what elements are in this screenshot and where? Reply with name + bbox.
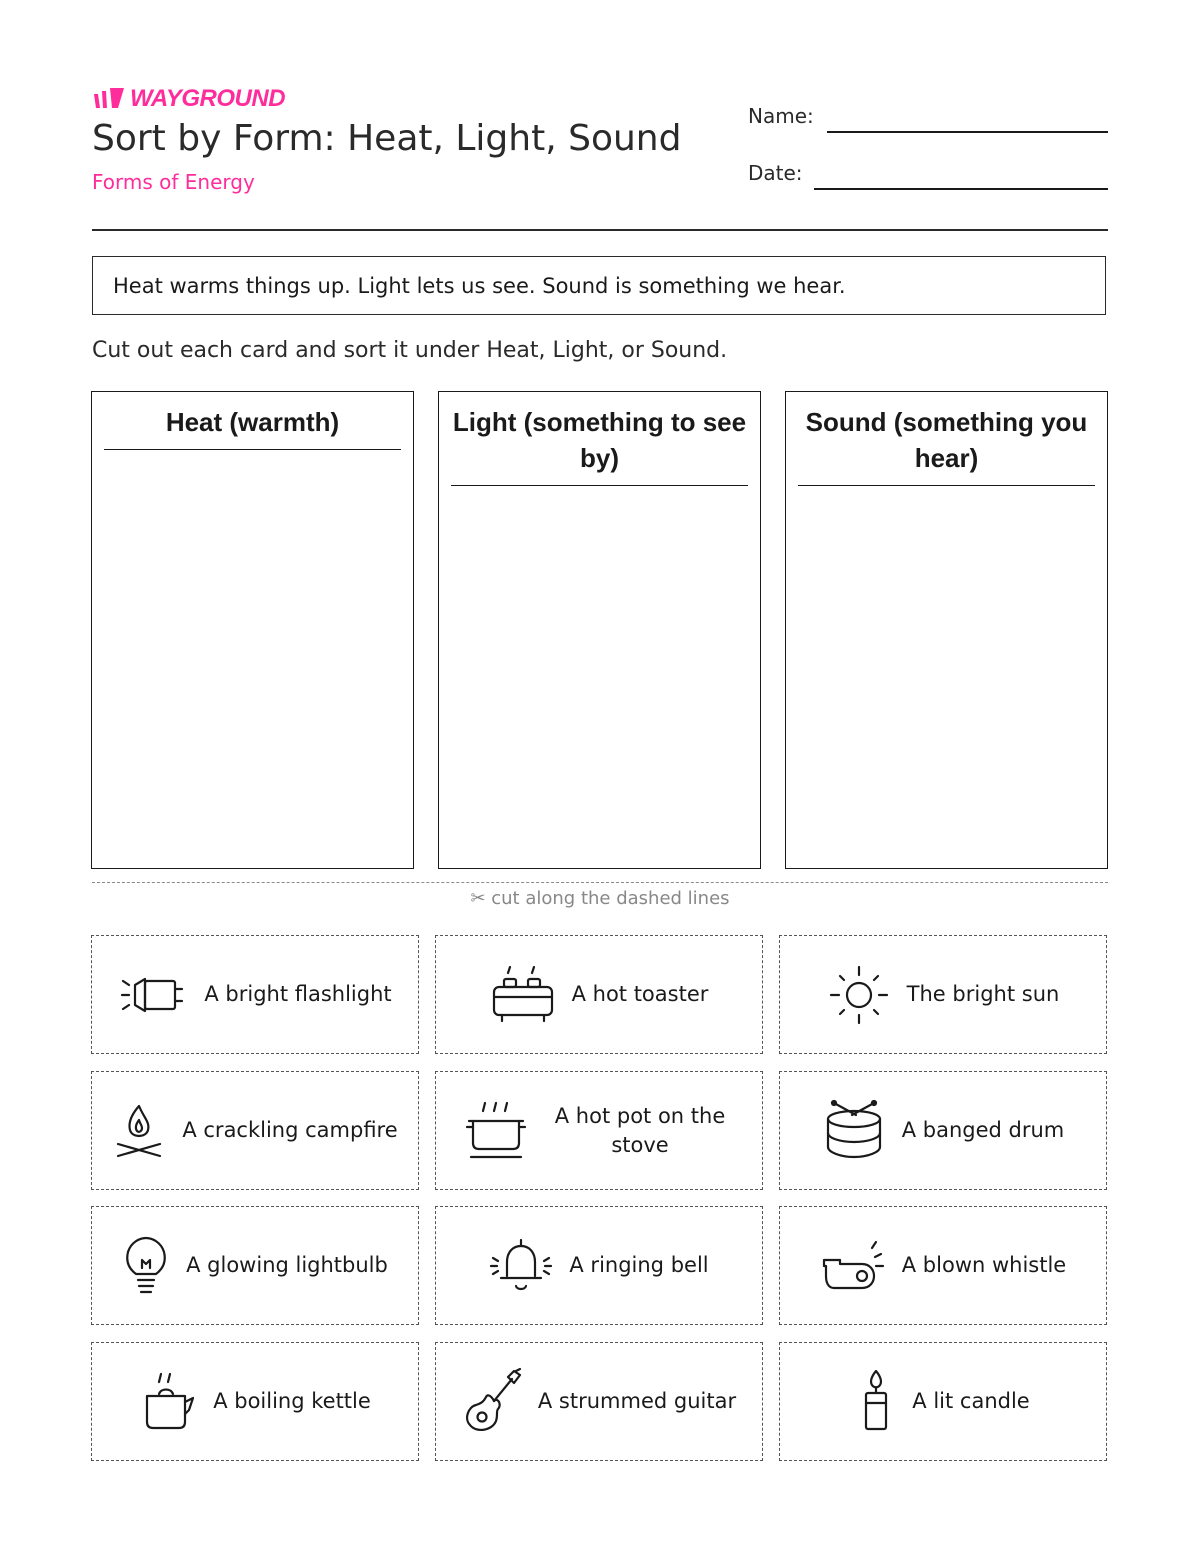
bell-icon <box>489 1236 553 1296</box>
card-label: A strummed guitar <box>537 1389 737 1413</box>
card-flashlight[interactable] <box>91 935 419 1054</box>
card-whistle[interactable] <box>779 1206 1107 1325</box>
card-sun[interactable] <box>779 935 1107 1054</box>
intro-text: Heat warms things up. Light lets us see. Sound is something we hear. <box>113 273 846 298</box>
toaster-icon <box>490 963 556 1027</box>
intro-box <box>92 256 1106 315</box>
card-label: A banged drum <box>901 1118 1065 1142</box>
brand-name: WAYGROUND <box>130 85 286 112</box>
flashlight-icon <box>118 971 188 1019</box>
card-label: A glowing lightbulb <box>186 1253 388 1277</box>
column-heading: Heat (warmth) <box>104 404 401 450</box>
card-kettle[interactable] <box>91 1342 419 1461</box>
card-label: A lit candle <box>912 1389 1030 1413</box>
date-field[interactable] <box>814 188 1108 190</box>
header-divider <box>92 229 1108 231</box>
card-guitar[interactable] <box>435 1342 763 1461</box>
brand-logo <box>92 86 285 112</box>
column-heading: Sound (something you hear) <box>798 404 1095 486</box>
name-field[interactable] <box>827 131 1108 133</box>
card-drum[interactable] <box>779 1071 1107 1190</box>
name-label: Name: <box>748 104 814 128</box>
instruction-text: Cut out each card and sort it under Heat, Light, or Sound. <box>92 338 728 363</box>
card-label: A ringing bell <box>569 1253 709 1277</box>
whistle-icon <box>820 1238 886 1294</box>
wayground-mark-icon <box>92 88 126 110</box>
card-lightbulb[interactable] <box>91 1206 419 1325</box>
card-label: A hot toaster <box>571 982 709 1006</box>
page-title: Sort by Form: Heat, Light, Sound <box>92 118 682 159</box>
page-subtitle: Forms of Energy <box>92 170 255 194</box>
card-candle[interactable] <box>779 1342 1107 1461</box>
guitar-icon <box>462 1367 522 1437</box>
card-label: The bright sun <box>906 982 1060 1006</box>
hot-pot-icon <box>463 1099 529 1163</box>
card-label: A hot pot on the stove <box>554 1103 726 1157</box>
cut-note: ✂ cut along the dashed lines <box>470 888 730 909</box>
candle-icon <box>856 1367 896 1437</box>
sort-column-sound[interactable] <box>785 391 1108 869</box>
sort-column-light[interactable] <box>438 391 761 869</box>
card-hot-pot[interactable] <box>435 1071 763 1190</box>
card-toaster[interactable] <box>435 935 763 1054</box>
sort-column-heat[interactable] <box>91 391 414 869</box>
card-campfire[interactable] <box>91 1071 419 1190</box>
lightbulb-icon <box>122 1234 170 1298</box>
card-bell[interactable] <box>435 1206 763 1325</box>
cut-line <box>92 882 1108 883</box>
drum-icon <box>822 1099 886 1163</box>
sun-icon <box>827 963 891 1027</box>
card-label: A bright flashlight <box>204 982 392 1006</box>
date-label: Date: <box>748 161 803 185</box>
card-label: A crackling campfire <box>182 1118 398 1142</box>
kettle-icon <box>139 1370 197 1434</box>
card-label: A boiling kettle <box>213 1389 371 1413</box>
column-heading: Light (something to see by) <box>451 404 748 486</box>
campfire-icon <box>112 1100 166 1162</box>
card-label: A blown whistle <box>901 1253 1067 1277</box>
